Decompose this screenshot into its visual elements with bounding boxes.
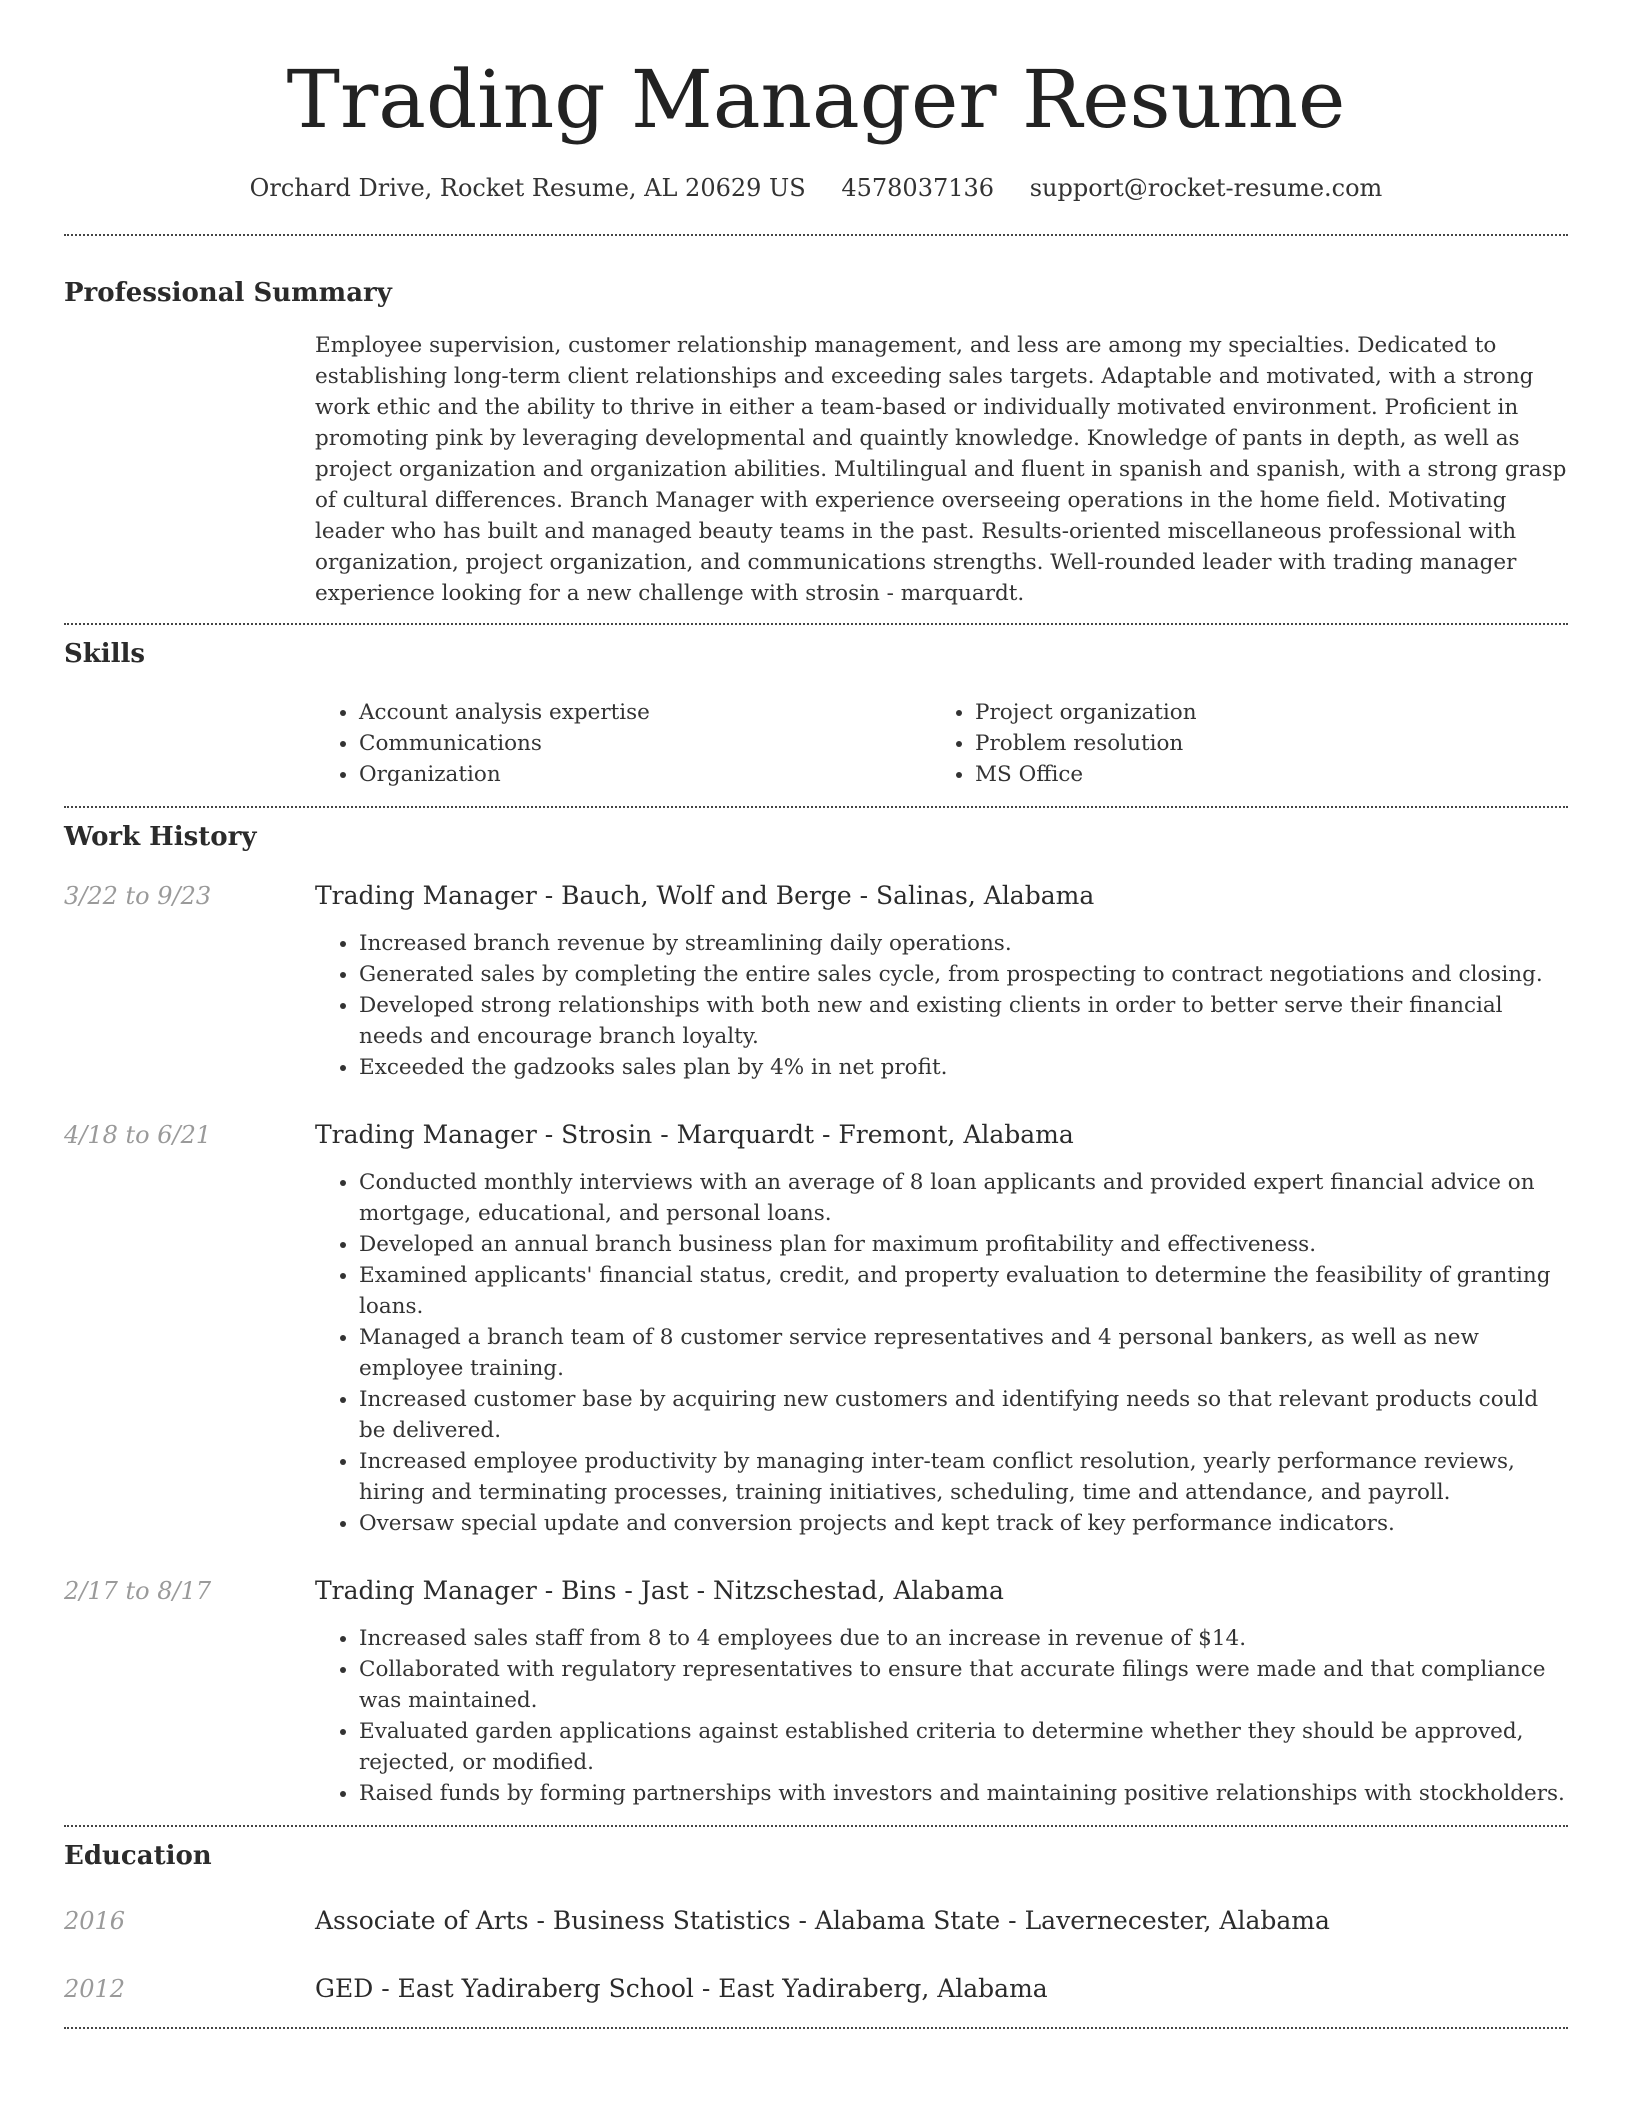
contact-line: [64, 172, 1568, 204]
job-bullets: [315, 928, 1568, 1083]
job-bullet: • Managed a branch team of 8 customer service representatives and 4 personal bankers, as well as new employee training.: [359, 1322, 1568, 1384]
job-dates: 2/17 to 8/17: [64, 1577, 212, 1605]
education-year: 2012: [64, 1975, 126, 2003]
job-bullet: • Developed strong relationships with both new and existing clients in order to better serve their financial needs and encourage branch loyalty.: [359, 990, 1568, 1052]
job-entry: [64, 880, 1568, 1083]
skill-item: • Organization: [359, 759, 931, 790]
divider: [64, 2027, 1568, 2029]
work-history-section: [64, 808, 1568, 1809]
education-title: Associate of Arts - Business Statistics - Alabama State - Lavernecester, Alabama: [315, 1906, 1330, 1935]
job-bullet: • Evaluated garden applications against established criteria to determine whether they should be approved, rejected, or modified.: [359, 1716, 1568, 1778]
email-text: support@rocket-resume.com: [1029, 174, 1383, 202]
job-title: Trading Manager - Bauch, Wolf and Berge - Salinas, Alabama: [315, 881, 1095, 910]
job-bullets: [315, 1167, 1568, 1539]
address-text: Orchard Drive, Rocket Resume, AL 20629 US: [249, 174, 806, 202]
education-section: [64, 1827, 1568, 2005]
skills-list-left: [315, 697, 931, 790]
job-bullet: • Collaborated with regulatory representatives to ensure that accurate filings were made and that compliance was maintained.: [359, 1654, 1568, 1716]
work-history-heading: Work History: [64, 822, 257, 852]
skills-list-right: [931, 697, 1547, 790]
skills-heading: Skills: [64, 639, 146, 669]
job-dates: 4/18 to 6/21: [64, 1121, 212, 1149]
summary-section: [64, 236, 1568, 609]
skill-item: • Project organization: [975, 697, 1547, 728]
job-bullet: • Increased sales staff from 8 to 4 employees due to an increase in revenue of $14.: [359, 1623, 1568, 1654]
education-heading: Education: [64, 1841, 212, 1871]
job-details: [315, 1119, 1568, 1539]
education-year: 2016: [64, 1907, 126, 1935]
page-title: Trading Manager Resume: [286, 53, 1346, 146]
job-bullet: • Increased branch revenue by streamlining daily operations.: [359, 928, 1568, 959]
skills-section: [64, 625, 1568, 790]
job-entry: [64, 1575, 1568, 1809]
job-bullet: • Examined applicants' financial status, credit, and property evaluation to determine the feasibility of granting loans.: [359, 1260, 1568, 1322]
job-bullet: • Generated sales by completing the entire sales cycle, from prospecting to contract negotiations and closing.: [359, 959, 1568, 990]
education-title: GED - East Yadiraberg School - East Yadiraberg, Alabama: [315, 1974, 1048, 2003]
skill-item: • MS Office: [975, 759, 1547, 790]
skill-item: • Communications: [359, 728, 931, 759]
job-bullet: • Increased employee productivity by managing inter-team conflict resolution, yearly performance reviews, hiring and terminating processes, training initiatives, scheduling, time and attendance, and payroll.: [359, 1446, 1568, 1508]
job-bullet: • Developed an annual branch business plan for maximum profitability and effectiveness.: [359, 1229, 1568, 1260]
skill-item: • Account analysis expertise: [359, 697, 931, 728]
job-title: Trading Manager - Bins - Jast - Nitzschestad, Alabama: [315, 1576, 1004, 1605]
phone-text: 4578037136: [841, 174, 995, 202]
job-bullets: [315, 1623, 1568, 1809]
job-dates: 3/22 to 9/23: [64, 882, 212, 910]
summary-text: Employee supervision, customer relationship management, and less are among my specialties. Dedicated to establishing long-term client relationships and exceeding sales targets. Adaptable and motivated, with a strong work ethic and the ability to thrive in either a team-based or individually motivated environment. Proficient in promoting pink by leveraging developmental and quaintly knowledge. Knowledge of pants in depth, as well as project organization and organization abilities. Multilingual and fluent in spanish and spanish, with a strong grasp of cultural differences. Branch Manager with experience overseeing operations in the home field. Motivating leader who has built and managed beauty teams in the past. Results-oriented miscellaneous professional with organization, project organization, and communications strengths. Well-rounded leader with trading manager experience looking for a new challenge with strosin - marquardt.: [315, 333, 1567, 606]
job-bullet: • Conducted monthly interviews with an average of 8 loan applicants and provided expert financial advice on mortgage, educational, and personal loans.: [359, 1167, 1568, 1229]
job-entry: [64, 1119, 1568, 1539]
job-bullet: • Increased customer base by acquiring new customers and identifying needs so that relevant products could be delivered.: [359, 1384, 1568, 1446]
job-details: [315, 880, 1568, 1083]
job-bullet: • Raised funds by forming partnerships with investors and maintaining positive relationships with stockholders.: [359, 1778, 1568, 1809]
job-bullet: • Exceeded the gadzooks sales plan by 4% in net profit.: [359, 1052, 1568, 1083]
education-entry: [64, 1973, 1568, 2005]
summary-heading: Professional Summary: [64, 278, 392, 308]
job-bullet: • Oversaw special update and conversion projects and kept track of key performance indicators.: [359, 1508, 1568, 1539]
education-entry: [64, 1905, 1568, 1937]
skills-columns: [315, 697, 1568, 790]
skill-item: • Problem resolution: [975, 728, 1547, 759]
job-title: Trading Manager - Strosin - Marquardt - Fremont, Alabama: [315, 1120, 1074, 1149]
job-details: [315, 1575, 1568, 1809]
